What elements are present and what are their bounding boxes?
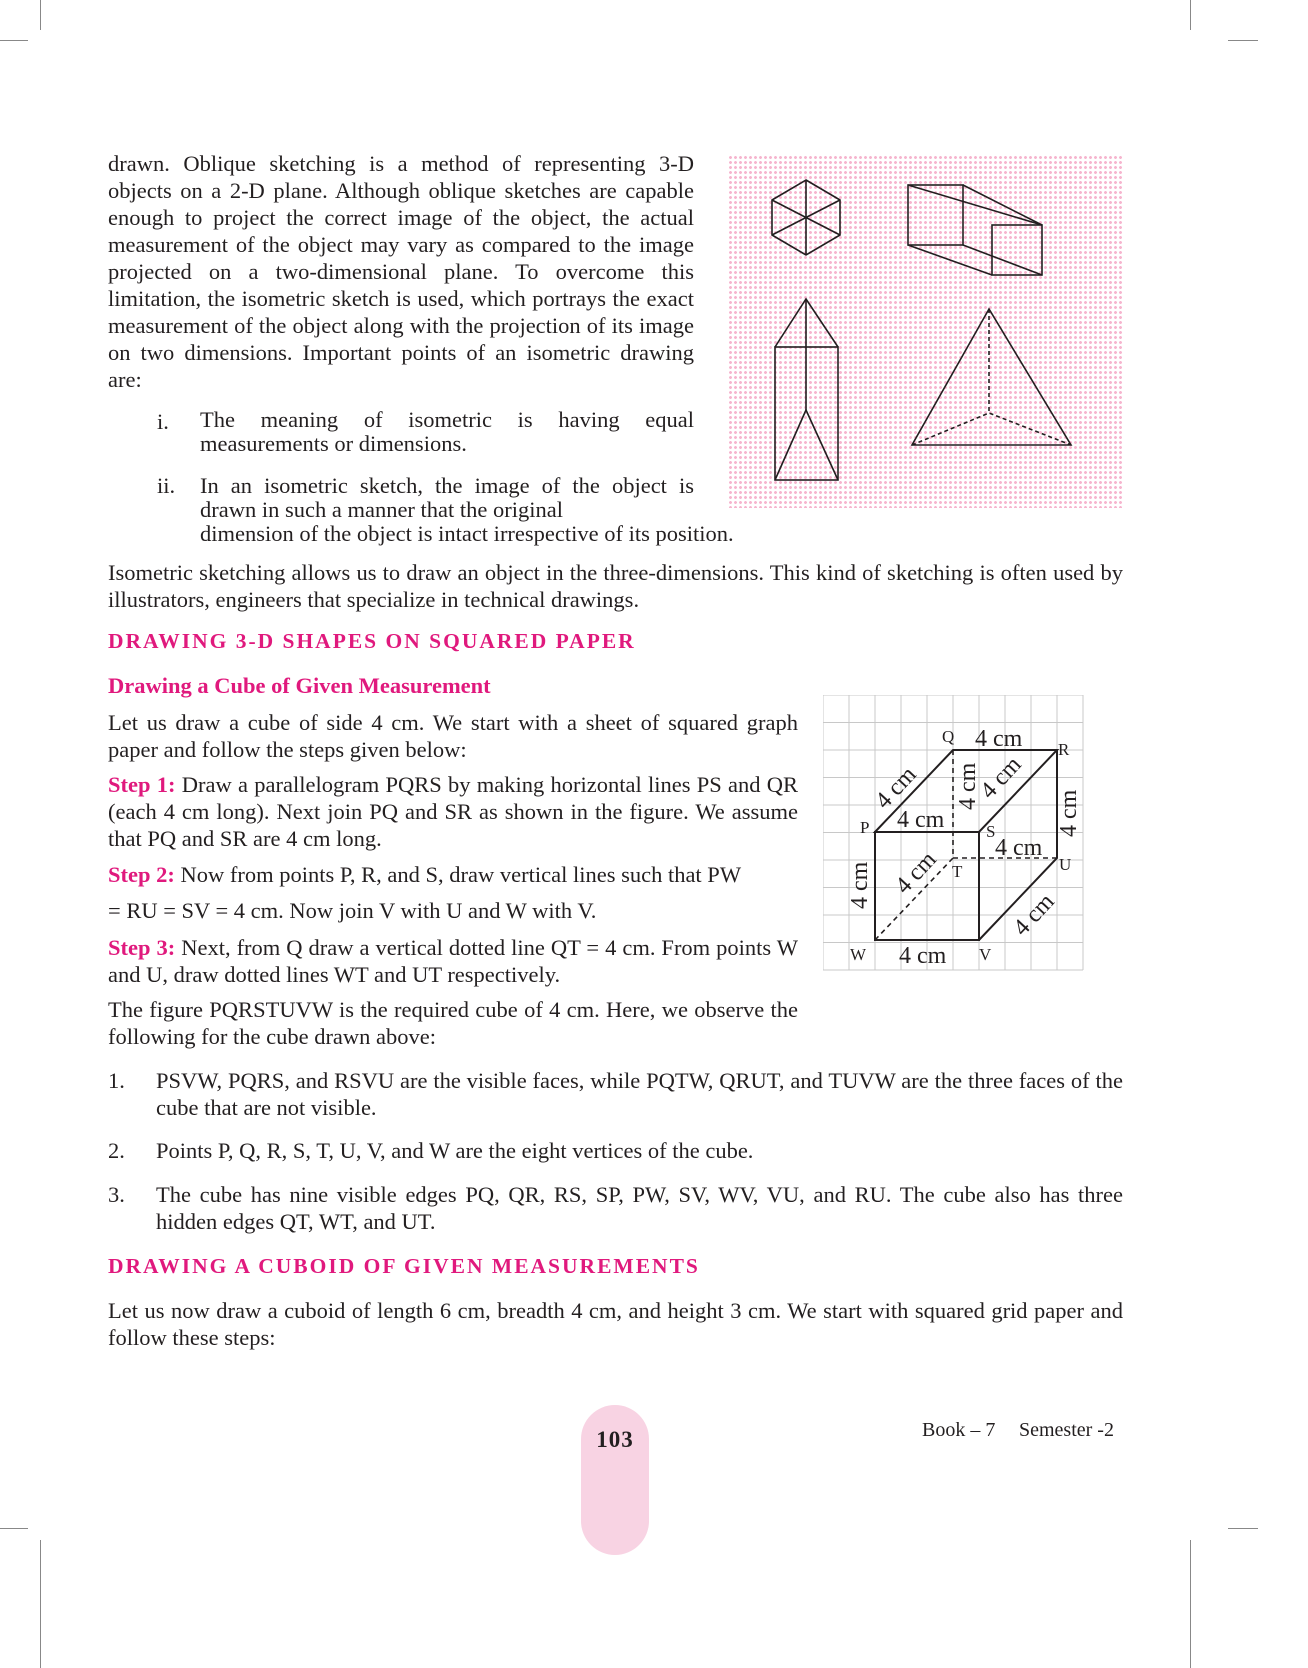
measure-qr: 4 cm — [975, 726, 1023, 752]
section-heading: DRAWING 3-D SHAPES ON SQUARED PAPER — [108, 629, 636, 653]
cube-conclusion: The figure PQRSTUVW is the required cube of 4 cm. Here, we observe the following for the cube drawn above: — [108, 997, 798, 1049]
list-text: Points P, Q, R, S, T, U, V, and W are the eight vertices of the cube. — [156, 1138, 754, 1163]
crop-mark — [1190, 0, 1191, 30]
section-heading: DRAWING A CUBOID OF GIVEN MEASUREMENTS — [108, 1254, 700, 1278]
crop-mark — [0, 40, 28, 41]
measure-vu: 4 cm — [1008, 888, 1060, 942]
page-number-badge — [581, 1405, 649, 1555]
isometric-paragraph: Isometric sketching allows us to draw an object in the three-dimensions. This kind of sketching is often used by illustrators, engineers that specialize in technical drawings. — [108, 560, 1123, 612]
step-1 — [108, 771, 798, 852]
measure-su: 4 cm — [995, 835, 1043, 861]
step-3 — [108, 934, 798, 988]
list-text: The meaning of isometric is having equal measurements or dimensions. — [200, 407, 694, 456]
measure-pq: 4 cm — [870, 761, 922, 815]
cube-intro: Let us draw a cube of side 4 cm. We start with a sheet of squared graph paper and follow the steps given below: — [108, 710, 798, 762]
list-text: PSVW, PQRS, and RSVU are the visible faces, while PQTW, QRUT, and TUVW are the three faces of the cube that are not visible. — [156, 1068, 1123, 1120]
measure-ps: 4 cm — [897, 807, 945, 833]
list-text: In an isometric sketch, the image of the object is drawn in such a manner that the original — [200, 473, 694, 522]
tetrahedron-shape — [912, 309, 1071, 445]
step-text: Draw a parallelogram PQRS by making horizontal lines PS and QR (each 4 cm long). Next join PQ and SR as shown in the figure. We assume that PQ and SR are 4 cm long. — [108, 772, 799, 851]
intro-paragraph: drawn. Oblique sketching is a method of representing 3-D objects on a 2-D plane. Although oblique sketches are capable enough to project the correct image of the object, the actual measurement of the object may vary as compared to the image projected on a two-dimensional plane. To overcome this limitation, the isometric sketch is used, which portrays the exact measurement of the object along with the projection of its image on two dimensions. Important points of an isometric drawing are: — [108, 151, 694, 392]
subsection-heading: Drawing a Cube of Given Measurement — [108, 673, 491, 698]
cuboid-shape — [908, 185, 1042, 275]
crop-mark — [1228, 1528, 1258, 1529]
measure-pw: 4 cm — [847, 861, 873, 909]
vertex-r: R — [1058, 740, 1070, 759]
list-text-continued: dimension of the object is intact irrespective of its position. — [200, 521, 734, 546]
cube-figure — [823, 695, 1083, 970]
vertex-q: Q — [942, 727, 955, 746]
step-text: Next, from Q draw a vertical dotted line QT = 4 cm. From points W and U, draw dotted lines WT and UT respectively. — [108, 935, 798, 987]
step-2 — [108, 861, 798, 888]
footer-book: Book – 7 — [922, 1419, 996, 1441]
measure-wv: 4 cm — [899, 943, 947, 969]
vertex-p: P — [860, 818, 870, 837]
measure-wt: 4 cm — [890, 846, 942, 900]
list-number: 3. — [108, 1182, 125, 1207]
page-number: 103 — [596, 1427, 634, 1452]
crop-mark — [1228, 40, 1258, 41]
isometric-shapes-figure — [728, 155, 1122, 508]
list-number: i. — [157, 409, 169, 434]
cuboid-intro: Let us now draw a cuboid of length 6 cm, breadth 4 cm, and height 3 cm. We start with squared grid paper and follow these steps: — [108, 1298, 1123, 1350]
step-text: Now from points P, R, and S, draw vertical lines such that PW — [174, 862, 742, 887]
measure-qt: 4 cm — [955, 762, 981, 810]
measure-ru: 4 cm — [1056, 789, 1082, 837]
step-label: Step 3: — [108, 935, 176, 960]
footer-semester: Semester -2 — [1019, 1419, 1114, 1441]
triangular-prism-shape — [775, 299, 838, 480]
crop-mark — [40, 1540, 41, 1668]
step-2-continued: = RU = SV = 4 cm. Now join V with U and W with V. — [108, 898, 597, 923]
step-label: Step 1: — [108, 772, 176, 797]
vertex-t: T — [952, 862, 963, 881]
crop-mark — [1190, 1540, 1191, 1668]
list-number: 1. — [108, 1068, 125, 1093]
vertex-s: S — [986, 822, 996, 841]
crop-mark — [0, 1528, 28, 1529]
step-label: Step 2: — [108, 862, 175, 887]
hexagon-isometric-cube-shape — [772, 180, 840, 255]
list-number: 2. — [108, 1138, 125, 1163]
vertex-w: W — [850, 945, 867, 964]
crop-mark — [40, 0, 41, 30]
list-text: The cube has nine visible edges PQ, QR, RS, SP, PW, SV, WV, VU, and RU. The cube also has three hidden edges QT, WT, and UT. — [156, 1182, 1123, 1234]
measure-sr: 4 cm — [975, 751, 1027, 805]
vertex-u: U — [1059, 855, 1072, 874]
vertex-v: V — [979, 945, 992, 964]
list-number: ii. — [157, 473, 176, 498]
